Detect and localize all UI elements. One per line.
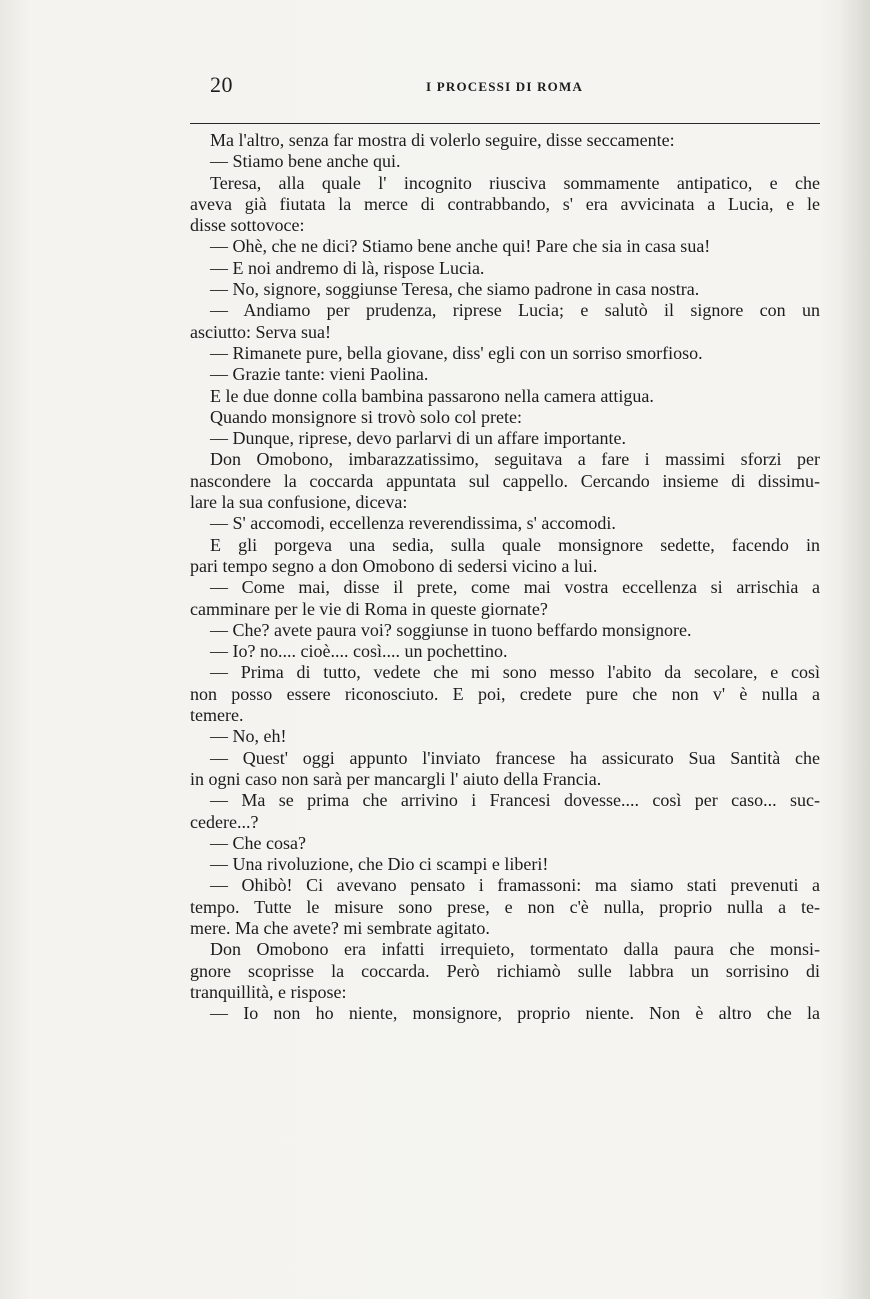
text-line: — Stiamo bene anche qui.	[210, 151, 401, 172]
text-line: — Ma se prima che arrivino i Francesi dovesse.... così per caso... suc-	[210, 790, 820, 811]
text-line: disse sottovoce:	[190, 215, 305, 236]
header-rule	[190, 123, 820, 124]
text-line: — Io? no.... cioè.... così.... un pochettino.	[210, 641, 508, 662]
text-line: in ogni caso non sarà per mancargli l' aiuto della Francia.	[190, 768, 602, 789]
text-line: — E noi andremo di là, rispose Lucia.	[210, 257, 485, 278]
text-line: E le due donne colla bambina passarono nella camera attigua.	[210, 385, 654, 406]
text-line: pari tempo segno a don Omobono di sedersi vicino a lui.	[190, 555, 598, 576]
text-line: Ma l'altro, senza far mostra di volerlo seguire, disse seccamente:	[210, 130, 675, 150]
page-header	[190, 72, 820, 102]
text-line: Quando monsignore si trovò solo col prete:	[210, 406, 522, 427]
text-line: — Come mai, disse il prete, come mai vostra eccellenza si arrischia a	[210, 577, 820, 598]
text-line: — No, signore, soggiunse Teresa, che siamo padrone in casa nostra.	[210, 279, 700, 300]
text-line: — Che? avete paura voi? soggiunse in tuono beffardo monsignore.	[210, 619, 692, 640]
text-line: mere. Ma che avete? mi sembrate agitato.	[190, 917, 490, 938]
text-line: tranquillità, e rispose:	[190, 981, 347, 1002]
text-line: — Ohè, che ne dici? Stiamo bene anche qui! Pare che sia in casa sua!	[210, 236, 711, 257]
text-line: — Dunque, riprese, devo parlarvi di un affare importante.	[210, 428, 627, 449]
text-line: temere.	[190, 705, 244, 726]
text-line: lare la sua confusione, diceva:	[190, 492, 408, 513]
text-line: gnore scoprisse la coccarda. Però richiamò sulle labbra un sorrisino di	[190, 960, 820, 981]
text-line: — S' accomodi, eccellenza reverendissima, s' accomodi.	[210, 513, 616, 534]
text-line: nascondere la coccarda appuntata sul cappello. Cercando insieme di dissimu-	[190, 470, 820, 491]
text-line: — Prima di tutto, vedete che mi sono messo l'abito da secolare, e così	[210, 662, 820, 683]
text-line: Don Omobono, imbarazzatissimo, seguitava a fare i massimi sforzi per	[210, 449, 820, 470]
text-line: — No, eh!	[210, 726, 287, 747]
text-line: — Quest' oggi appunto l'inviato francese ha assicurato Sua Santità che	[210, 747, 820, 768]
body-text	[190, 130, 820, 1024]
text-line: cedere...?	[190, 811, 259, 832]
text-line: non posso essere riconosciuto. E poi, credete pure che non v' è nulla a	[190, 683, 820, 704]
text-line: — Che cosa?	[210, 832, 306, 853]
running-head: I PROCESSI DI ROMA	[426, 79, 584, 94]
text-line: — Io non ho niente, monsignore, proprio niente. Non è altro che la	[210, 1003, 820, 1024]
text-line: Don Omobono era infatti irrequieto, tormentato dalla paura che monsi-	[210, 939, 820, 960]
text-line: camminare per le vie di Roma in queste giornate?	[190, 598, 548, 619]
text-line: asciutto: Serva sua!	[190, 321, 331, 342]
text-line: — Grazie tante: vieni Paolina.	[210, 364, 429, 385]
text-line: tempo. Tutte le misure sono prese, e non c'è nulla, proprio nulla a te-	[190, 896, 820, 917]
page-number: 20	[210, 72, 233, 97]
text-line: aveva già fiutata la merce di contrabbando, s' era avvicinata a Lucia, e le	[190, 193, 820, 214]
text-line: — Ohibò! Ci avevano pensato i framassoni: ma siamo stati prevenuti a	[210, 875, 820, 896]
text-line: E gli porgeva una sedia, sulla quale monsignore sedette, facendo in	[210, 534, 820, 555]
text-line: Teresa, alla quale l' incognito riusciva sommamente antipatico, e che	[210, 172, 820, 193]
text-line: — Rimanete pure, bella giovane, diss' egli con un sorriso smorfioso.	[210, 342, 703, 363]
page-edge-shadow	[840, 0, 870, 1299]
text-line: — Andiamo per prudenza, riprese Lucia; e salutò il signore con un	[210, 300, 820, 321]
text-line: — Una rivoluzione, che Dio ci scampi e liberi!	[210, 854, 549, 875]
